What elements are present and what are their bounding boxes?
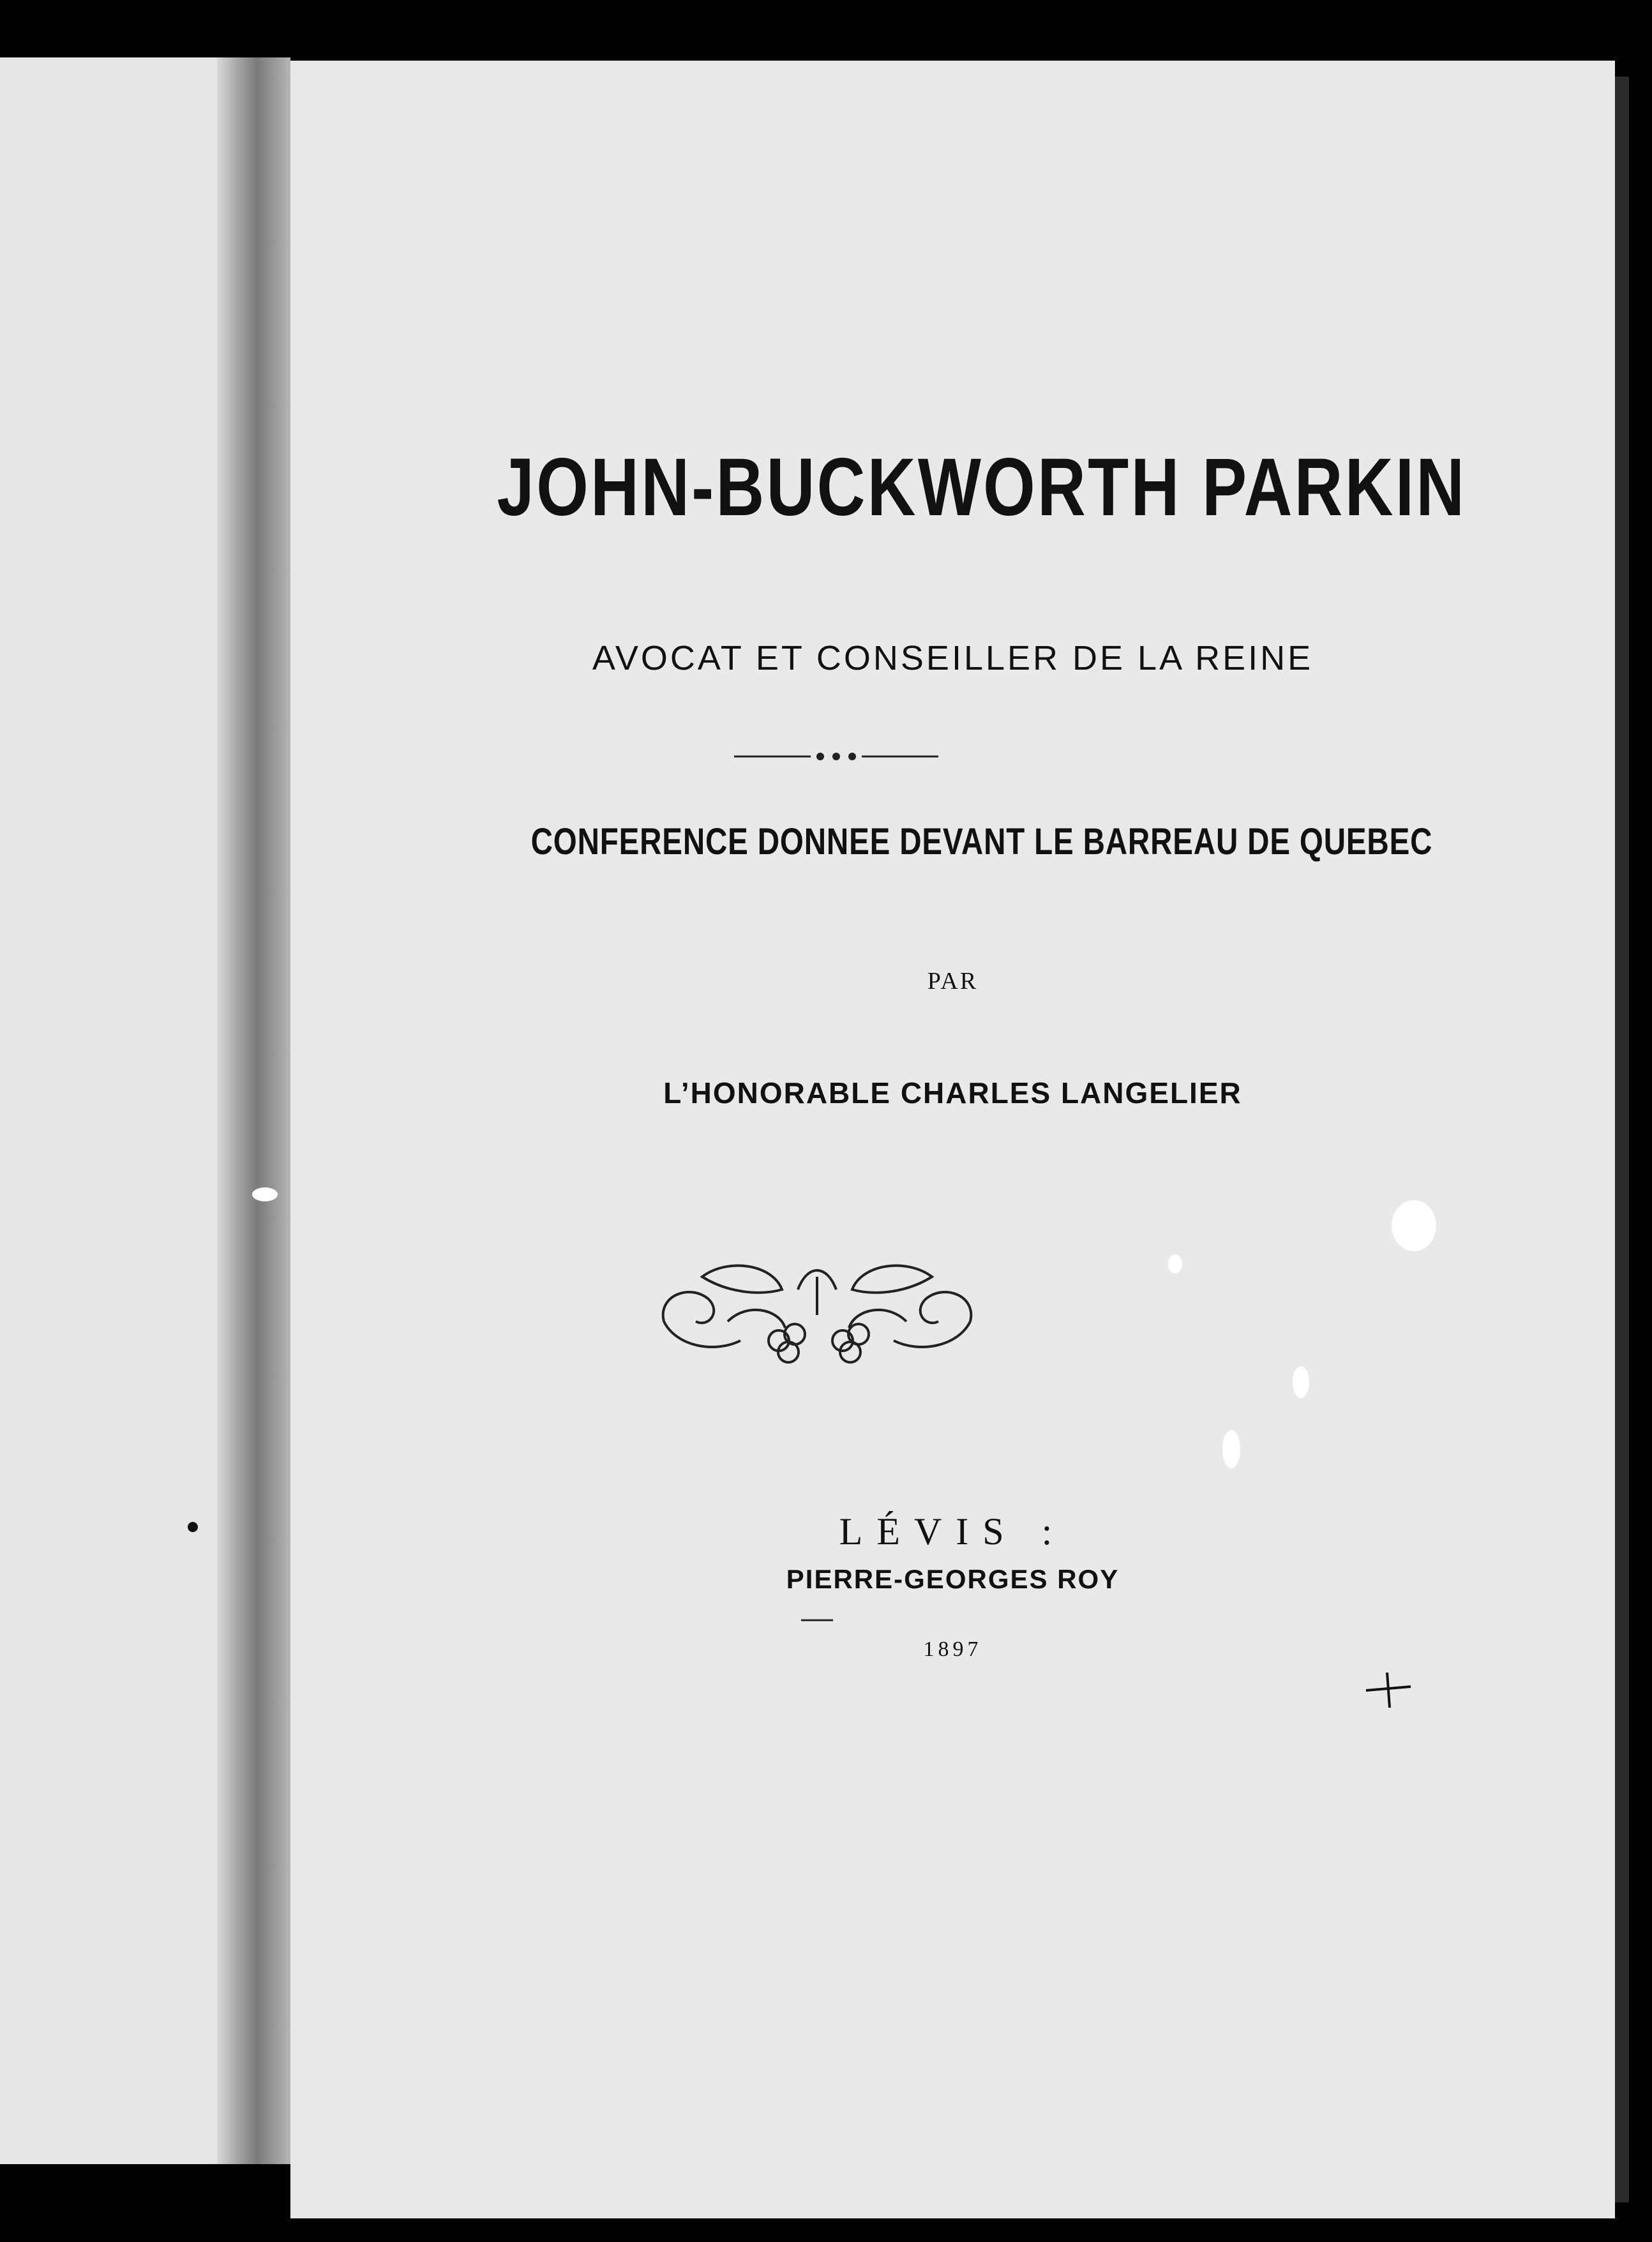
page-title: JOHN-BUCKWORTH PARKIN: [497, 442, 1467, 533]
scan-speck: [1392, 1200, 1436, 1251]
imprint-city: LÉVIS :: [839, 1510, 1067, 1553]
author-name: L’HONORABLE CHARLES LANGELIER: [663, 1076, 1242, 1110]
page-edge: [1615, 77, 1629, 2202]
title-page: [290, 61, 1615, 2218]
byline-par: PAR: [927, 968, 979, 995]
cross-mark-icon: [1363, 1666, 1414, 1711]
scan-speck: [1222, 1430, 1240, 1468]
conference-line: CONFERENCE DONNEE DEVANT LE BARREAU DE QUEBEC: [530, 821, 1433, 862]
scan-dark-dot: [188, 1522, 198, 1532]
floral-vignette-icon: [651, 1251, 983, 1369]
dotted-rule-ornament: [728, 747, 945, 766]
book-spine-shadow: [217, 57, 290, 2164]
imprint-year: 1897: [923, 1637, 982, 1661]
scan-speck: [1293, 1366, 1309, 1398]
title-subtitle: AVOCAT ET CONSEILLER DE LA REINE: [592, 639, 1314, 677]
imprint-rule: [801, 1618, 833, 1622]
imprint-publisher: PIERRE-GEORGES ROY: [786, 1564, 1120, 1594]
scan-speck: [252, 1187, 278, 1201]
scan-speck: [1168, 1254, 1182, 1274]
